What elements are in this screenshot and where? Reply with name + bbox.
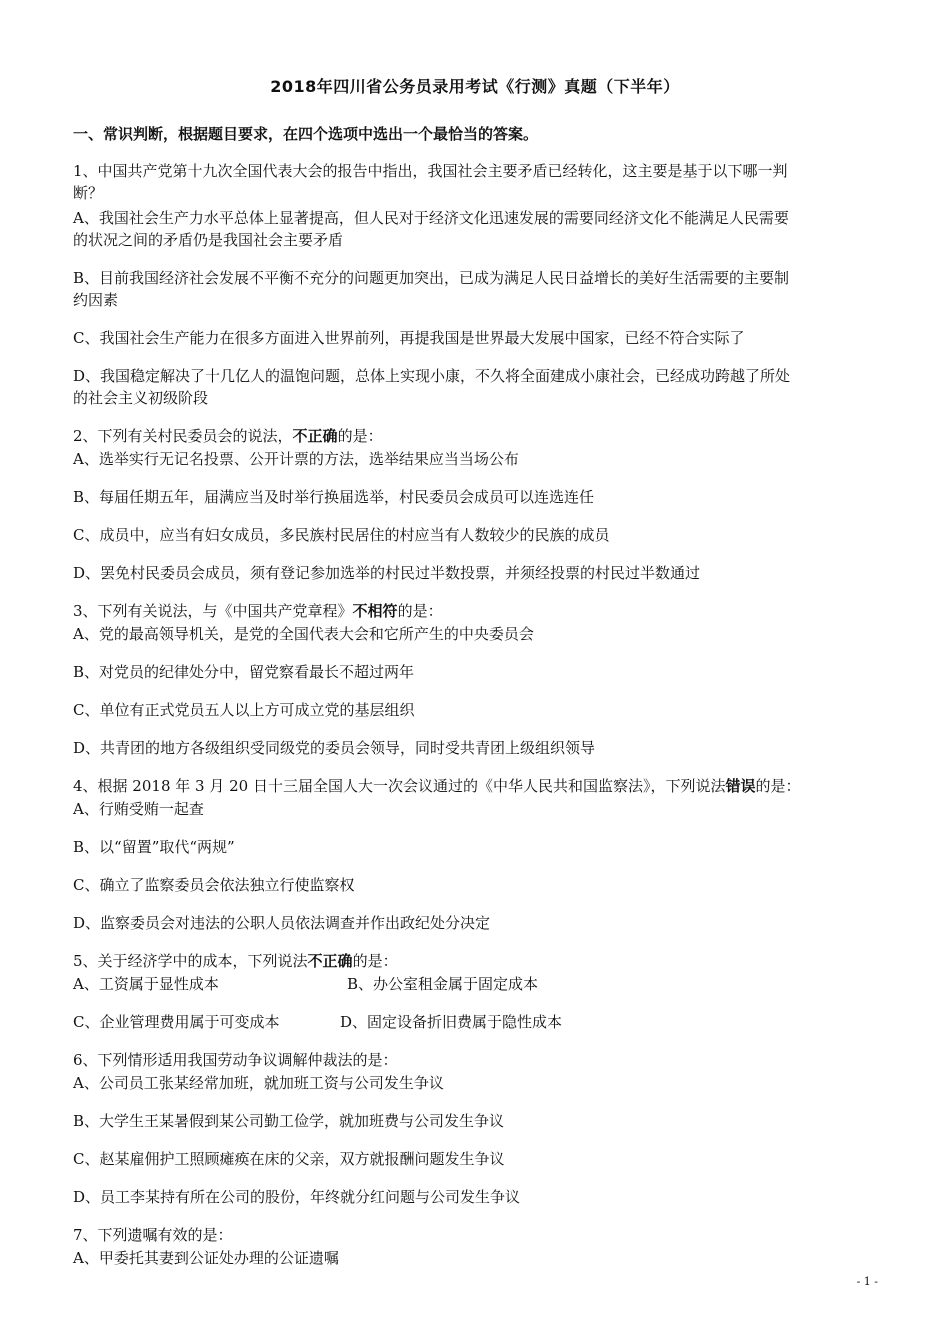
q4-option-a: A、行贿受贿一起查 <box>73 800 204 818</box>
q4-option-d: D、监察委员会对违法的公职人员依法调查并作出政纪处分决定 <box>73 914 491 932</box>
q5-stem-post: 的是： <box>352 952 398 970</box>
q7-stem: 7、下列遗嘱有效的是： <box>73 1226 233 1244</box>
q3-option-d: D、共青团的地方各级组织受同级党的委员会领导，同时受共青团上级组织领导 <box>73 739 596 757</box>
q5-stem-emphasis: 不正确 <box>307 952 353 970</box>
q2-stem <box>73 425 883 447</box>
q4-stem-pre: 4、根据 2018 年 3 月 20 日十三届全国人大一次会议通过的《中华人民共和国监察法》，下列说法 <box>73 777 726 795</box>
q5-option-d: D、固定设备折旧费属于隐性成本 <box>340 1013 563 1031</box>
q1-stem-line1: 1、中国共产党第十九次全国代表大会的报告中指出，我国社会主要矛盾已经转化，这主要是基于以下哪一判 <box>73 162 788 180</box>
q1-option-a-line2: 的状况之间的矛盾仍是我国社会主要矛盾 <box>73 231 344 249</box>
q2-stem-post: 的是： <box>337 427 383 445</box>
q3-stem <box>73 600 883 622</box>
q5-option-b: B、办公室租金属于固定成本 <box>347 975 539 993</box>
q3-option-b: B、对党员的纪律处分中，留党察看最长不超过两年 <box>73 663 415 681</box>
q6-option-a: A、公司员工张某经常加班，就加班工资与公司发生争议 <box>73 1074 444 1092</box>
q6-option-d: D、员工李某持有所在公司的股份，年终就分红问题与公司发生争议 <box>73 1188 521 1206</box>
q1-stem-line2: 断？ <box>73 184 104 202</box>
q2-option-d: D、罢免村民委员会成员，须有登记参加选举的村民过半数投票，并须经投票的村民过半数通过 <box>73 564 701 582</box>
q6-stem: 6、下列情形适用我国劳动争议调解仲裁法的是： <box>73 1051 398 1069</box>
q5-option-a: A、工资属于显性成本 <box>73 975 219 993</box>
q5-stem-pre: 5、关于经济学中的成本，下列说法 <box>73 952 308 970</box>
section-heading: 一、常识判断，根据题目要求，在四个选项中选出一个最恰当的答案。 <box>73 125 539 143</box>
q5-option-c: C、企业管理费用属于可变成本 <box>73 1013 280 1031</box>
q3-stem-pre: 3、下列有关说法，与《中国共产党章程》 <box>73 602 353 620</box>
q2-option-a: A、选举实行无记名投票、公开计票的方法，选举结果应当当场公布 <box>73 450 519 468</box>
q3-option-c: C、单位有正式党员五人以上方可成立党的基层组织 <box>73 701 415 719</box>
q6-option-b: B、大学生王某暑假到某公司勤工俭学，就加班费与公司发生争议 <box>73 1112 505 1130</box>
q1-option-a-line1: A、我国社会生产力水平总体上显著提高，但人民对于经济文化迅速发展的需要同经济文化不能满足人民需要 <box>73 209 789 227</box>
q4-stem-post: 的是： <box>755 777 801 795</box>
q3-option-a: A、党的最高领导机关，是党的全国代表大会和它所产生的中央委员会 <box>73 625 534 643</box>
q2-option-b: B、每届任期五年，届满应当及时举行换届选举，村民委员会成员可以连选连任 <box>73 488 595 506</box>
q2-option-c: C、成员中，应当有妇女成员，多民族村民居住的村应当有人数较少的民族的成员 <box>73 526 610 544</box>
q1-option-d-line2: 的社会主义初级阶段 <box>73 389 209 407</box>
q1-option-c: C、我国社会生产能力在很多方面进入世界前列，再提我国是世界最大发展中国家，已经不符合实际了 <box>73 329 745 347</box>
q1-option-b-line1: B、目前我国经济社会发展不平衡不充分的问题更加突出，已成为满足人民日益增长的美好生活需要的主要制 <box>73 269 790 287</box>
q4-option-b: B、以“留置”取代“两规” <box>73 838 235 856</box>
q1-option-b-line2: 约因素 <box>73 291 119 309</box>
q1-option-d-line1: D、我国稳定解决了十几亿人的温饱问题，总体上实现小康，不久将全面建成小康社会，已经成功跨越了所处 <box>73 367 791 385</box>
q7-option-a: A、甲委托其妻到公证处办理的公证遗嘱 <box>73 1249 339 1267</box>
q6-option-c: C、赵某雇佣护工照顾瘫痪在床的父亲，双方就报酬问题发生争议 <box>73 1150 505 1168</box>
q3-stem-post: 的是： <box>397 602 443 620</box>
document-title: 2018年四川省公务员录用考试《行测》真题（下半年） <box>270 77 680 96</box>
q3-stem-emphasis: 不相符 <box>352 602 398 620</box>
q2-stem-pre: 2、下列有关村民委员会的说法， <box>73 427 293 445</box>
q4-stem-emphasis: 错误 <box>725 777 756 795</box>
q5-stem <box>73 950 883 972</box>
page-number: - 1 - <box>856 1275 878 1288</box>
q2-stem-emphasis: 不正确 <box>292 427 338 445</box>
q4-option-c: C、确立了监察委员会依法独立行使监察权 <box>73 876 355 894</box>
q4-stem <box>73 775 883 797</box>
